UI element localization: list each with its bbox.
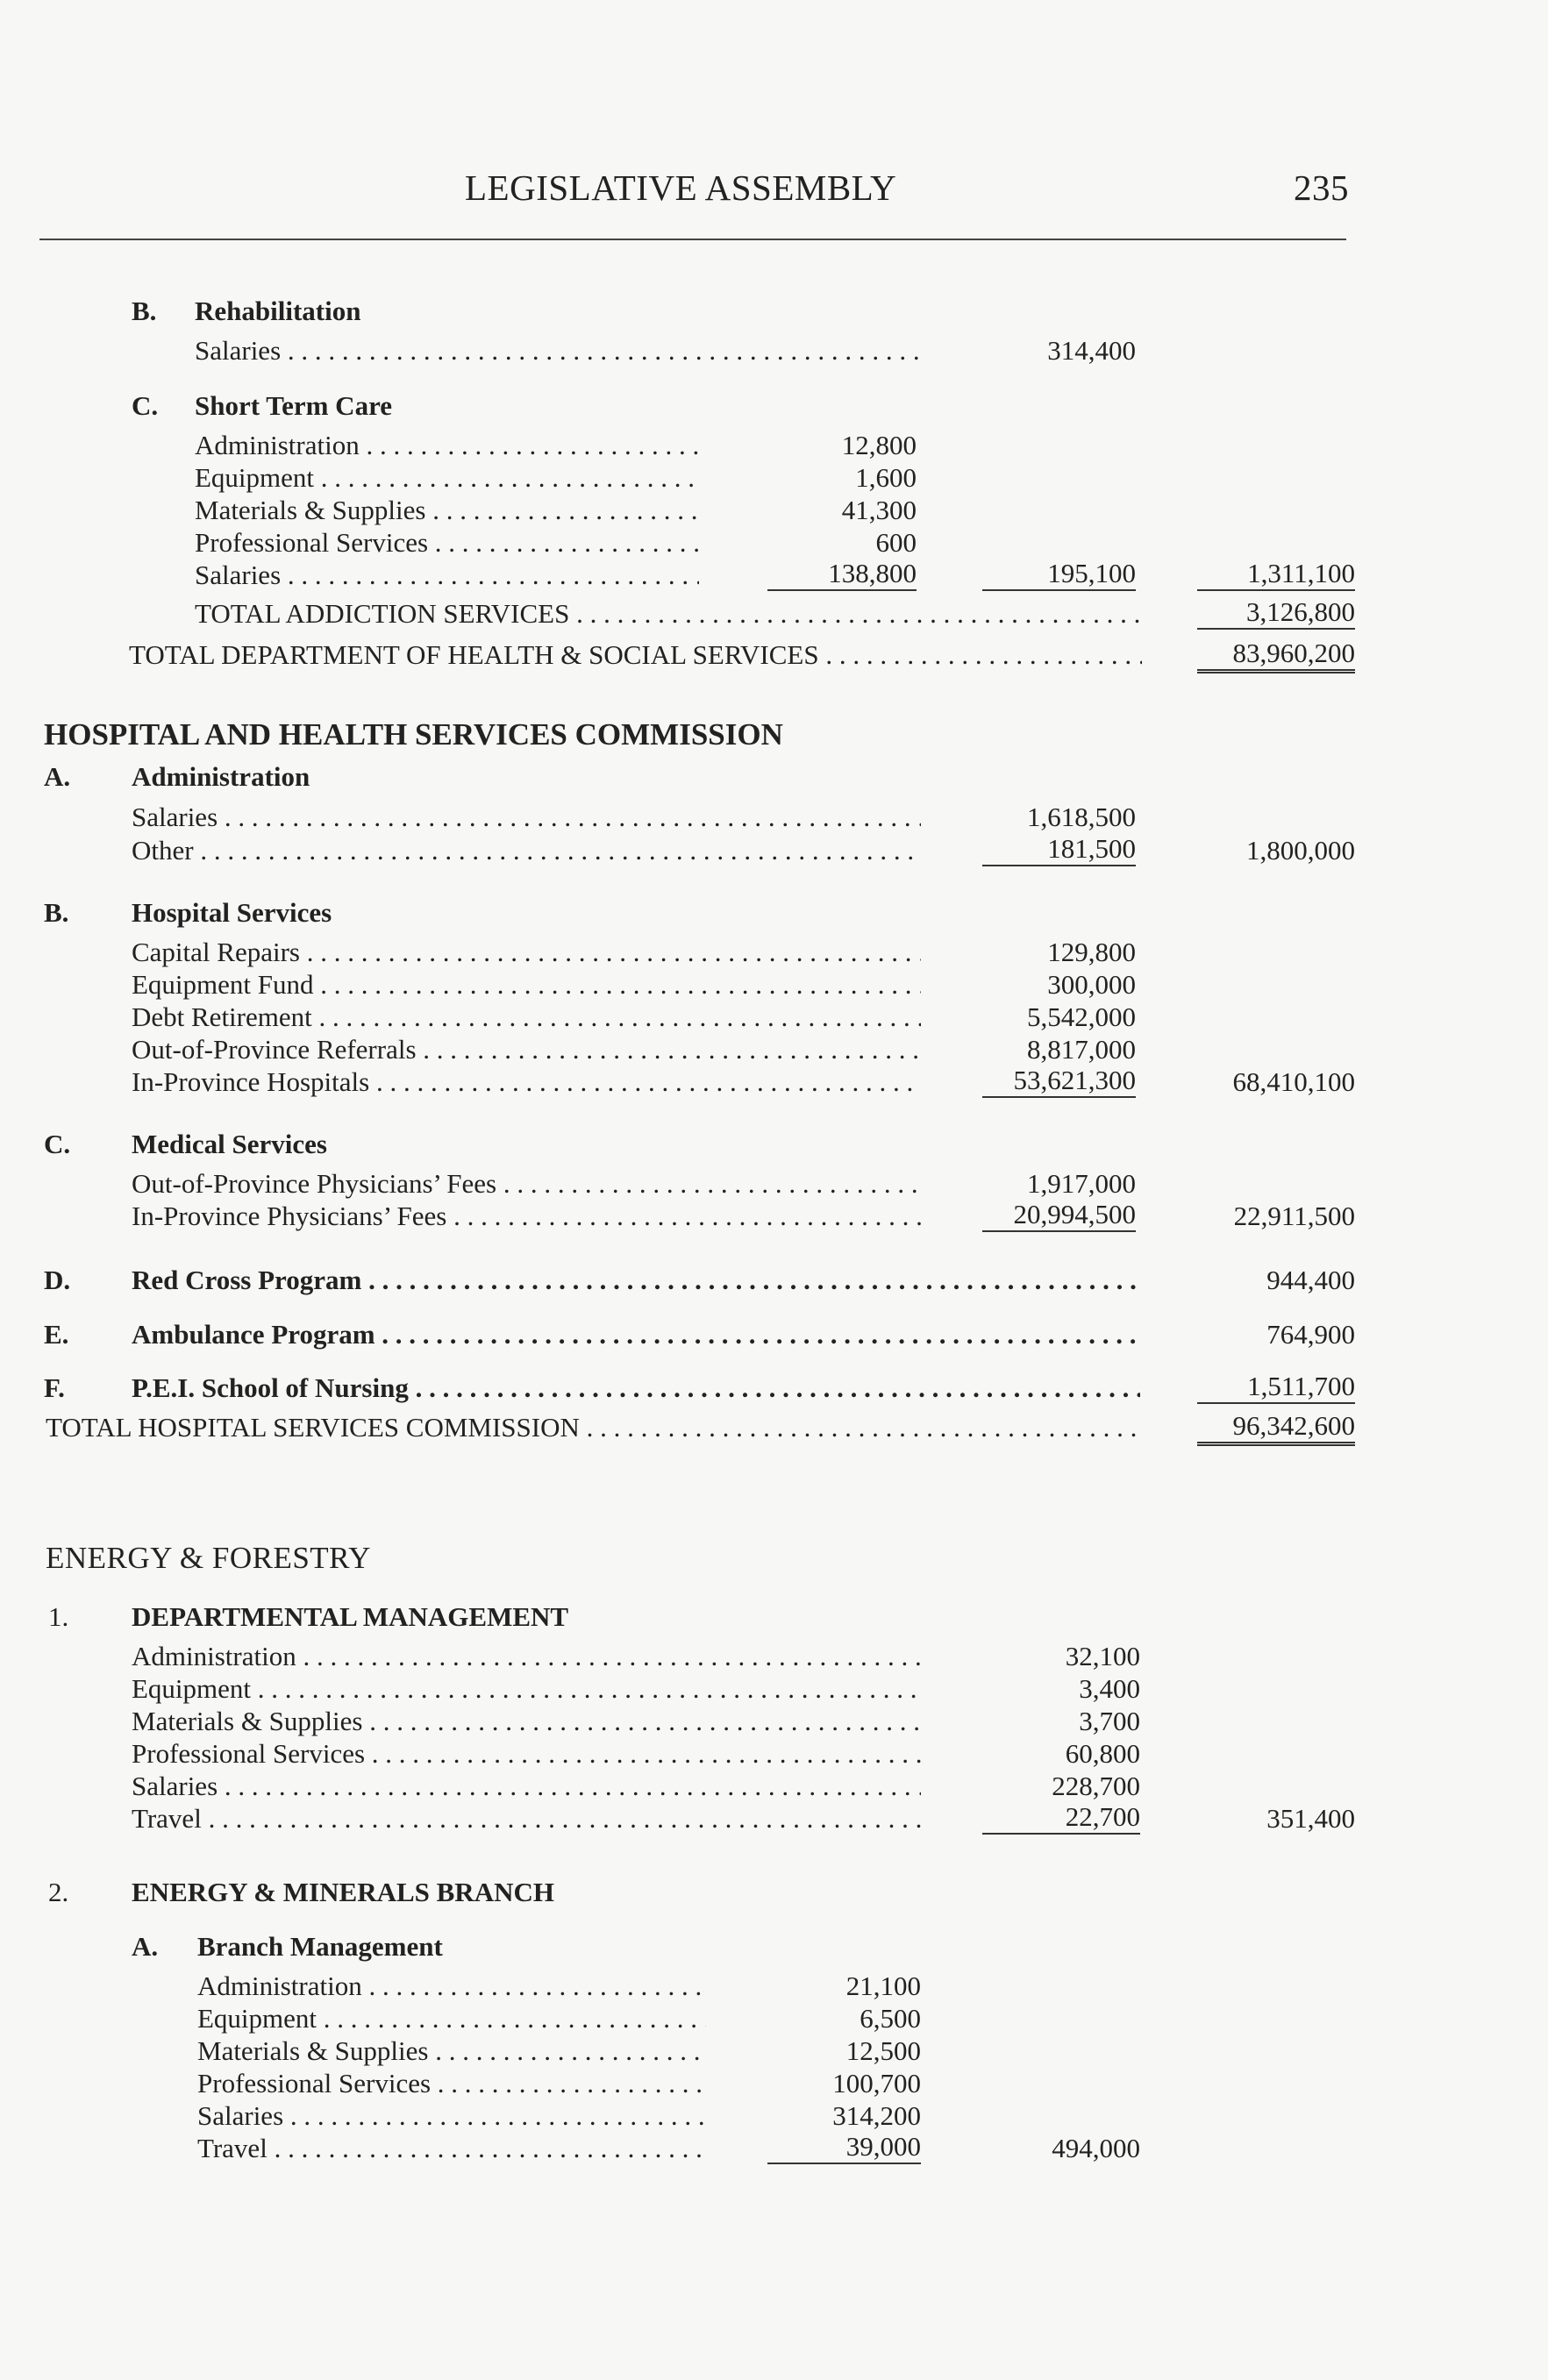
total: 1,800,000 <box>1246 835 1355 866</box>
section-heading: C. Short Term Care <box>132 390 393 421</box>
line-item: Administration . . . 32,100 <box>0 1639 1548 1674</box>
line-item: Equipment . . . 3,400 <box>0 1671 1548 1707</box>
section-title: HOSPITAL AND HEALTH SERVICES COMMISSION <box>44 717 783 752</box>
total-line: TOTAL ADDICTION SERVICES . . . 3,126,800 <box>0 596 1548 631</box>
line-item: Capital Repairs . . . 129,800 <box>0 935 1548 970</box>
total: 1,311,100 <box>1197 558 1355 591</box>
line-item: Travel . . . 22,700 351,400 <box>0 1801 1548 1836</box>
total-line: TOTAL HOSPITAL SERVICES COMMISSION . . . 96,342,600 <box>0 1410 1548 1445</box>
line-item: Professional Services . . . 600 <box>0 525 1548 560</box>
line-item: Out-of-Province Referrals . . . 8,817,000 <box>0 1032 1548 1067</box>
line-item: Salaries . . . 314,400 <box>0 333 1548 368</box>
total: 68,410,100 <box>1232 1066 1355 1097</box>
section-heading: A. Branch Management <box>132 1931 443 1962</box>
line-item: Administration . . . 21,100 <box>0 1969 1548 2004</box>
line-item: Equipment . . . 1,600 <box>0 460 1548 495</box>
line-item: Salaries . . . 228,700 <box>0 1769 1548 1804</box>
line-item: Materials & Supplies . . . 12,500 <box>0 2034 1548 2069</box>
line-item: Materials & Supplies . . . 3,700 <box>0 1704 1548 1739</box>
line-item: Salaries . . . 138,800 195,100 1,311,100 <box>0 558 1548 593</box>
line-item: Travel . . . 39,000 494,000 <box>0 2131 1548 2166</box>
total: 351,400 <box>1266 1803 1355 1834</box>
subtotal: 494,000 <box>1052 2133 1140 2163</box>
subtotal: 195,100 <box>982 558 1136 591</box>
line-item: Materials & Supplies . . . 41,300 <box>0 493 1548 528</box>
section-heading: A. Administration <box>44 761 310 792</box>
line-item: In-Province Hospitals . . . 53,621,300 68,410,100 <box>0 1065 1548 1100</box>
program-line: E. Ambulance Program . . . 764,900 <box>0 1317 1548 1352</box>
line-item: Out-of-Province Physicians’ Fees . . . 1,917,000 <box>0 1166 1548 1201</box>
section-heading: B. Rehabilitation <box>132 296 361 326</box>
line-item: In-Province Physicians’ Fees . . . 20,994,500 22,911,500 <box>0 1199 1548 1234</box>
line-item: Professional Services . . . 60,800 <box>0 1736 1548 1771</box>
line-item: Debt Retirement . . . 5,542,000 <box>0 1000 1548 1035</box>
program-line: F. P.E.I. School of Nursing . . . 1,511,700 <box>0 1371 1548 1406</box>
section-heading: C. Medical Services <box>44 1129 327 1159</box>
line-item: Salaries . . . 1,618,500 <box>0 800 1548 835</box>
header-rule <box>39 239 1346 240</box>
section-heading: 2. ENERGY & MINERALS BRANCH <box>48 1877 554 1907</box>
total-line: TOTAL DEPARTMENT OF HEALTH & SOCIAL SERVICES . . . 83,960,200 <box>0 638 1548 673</box>
section-title: ENERGY & FORESTRY <box>46 1541 371 1575</box>
total: 22,911,500 <box>1233 1201 1355 1231</box>
line-item: Professional Services . . . 100,700 <box>0 2066 1548 2101</box>
section-heading: B. Hospital Services <box>44 897 332 928</box>
program-line: D. Red Cross Program . . . 944,400 <box>0 1263 1548 1298</box>
line-item: Equipment . . . 6,500 <box>0 2001 1548 2036</box>
line-item: Administration . . . 12,800 <box>0 428 1548 463</box>
line-item: Equipment Fund . . . 300,000 <box>0 967 1548 1002</box>
line-item: Other . . . 181,500 1,800,000 <box>0 833 1548 868</box>
page-number: 235 <box>1294 167 1349 208</box>
line-item: Salaries . . . 314,200 <box>0 2099 1548 2134</box>
page-title: LEGISLATIVE ASSEMBLY <box>465 167 897 208</box>
section-heading: 1. DEPARTMENTAL MANAGEMENT <box>48 1601 569 1632</box>
